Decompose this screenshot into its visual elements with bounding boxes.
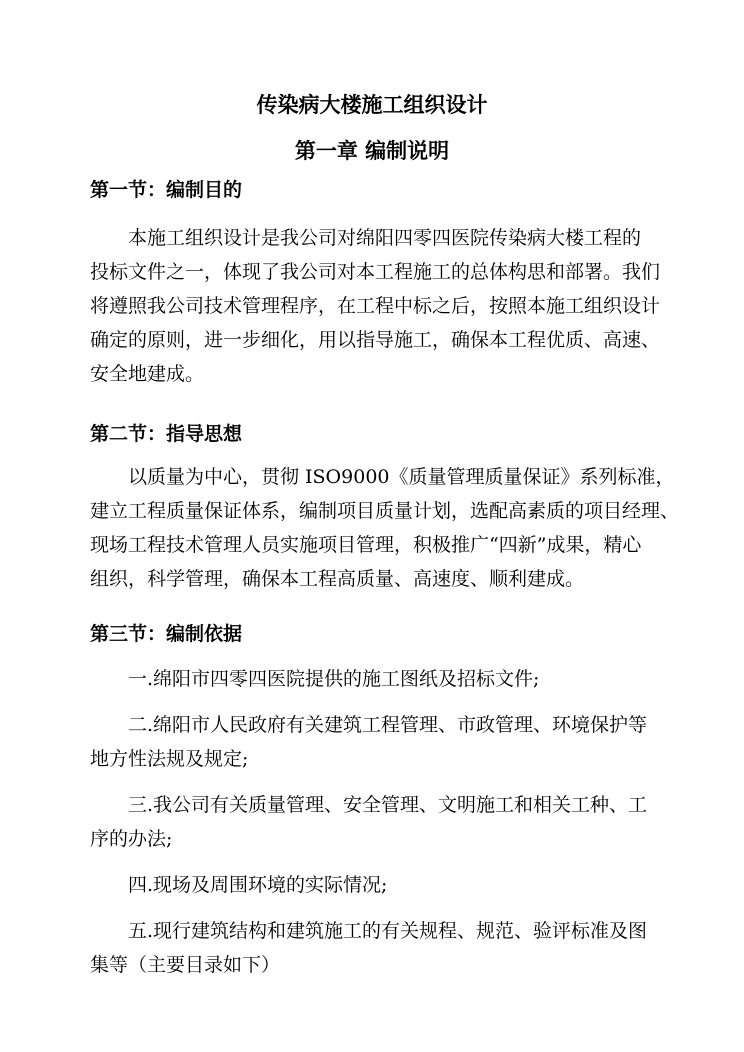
paragraph-guiding-idea (90, 460, 680, 596)
text-line: 五.现行建筑结构和建筑施工的有关规程、规范、验评标准及图 (128, 920, 648, 942)
text-line: 现场工程技术管理人员实施项目管理，积极推广“四新”成果，精心 (90, 534, 642, 556)
text-line: 地方性法规及规定; (90, 748, 249, 770)
section-heading-purpose: 第一节：编制目的 (90, 179, 243, 201)
section-heading-guiding-idea: 第二节：指导思想 (90, 423, 243, 445)
text-line: 三.我公司有关质量管理、安全管理、文明施工和相关工种、工 (128, 794, 648, 816)
paragraph-purpose (90, 221, 674, 391)
text-line: 四.现场及周围环境的实际情况; (128, 874, 388, 896)
text-line: 确定的原则，进一步细化，用以指导施工，确保本工程优质、高速、 (90, 329, 661, 351)
text-line: 投标文件之一，体现了我公司对本工程施工的总体构思和部署。我们 (90, 261, 661, 283)
text-line: 组织，科学管理，确保本工程高质量、高速度、顺利建成。 (90, 568, 585, 590)
list-item-basis-3 (90, 788, 674, 856)
text-line: 集等（主要目录如下） (90, 954, 281, 976)
text-line: 二.绵阳市人民政府有关建筑工程管理、市政管理、环境保护等 (128, 714, 648, 736)
text-line: 以质量为中心，贯彻 ISO9000《质量管理质量保证》系列标准， (128, 466, 675, 488)
text-line: 安全地建成。 (90, 363, 205, 385)
section-heading-basis: 第三节：编制依据 (90, 623, 243, 645)
list-item-basis-4 (90, 868, 674, 902)
text-line: 建立工程质量保证体系，编制项目质量计划，选配高素质的项目经理、 (90, 500, 680, 522)
list-item-basis-2 (90, 708, 674, 776)
list-item-basis-5 (90, 914, 674, 982)
text-line: 本施工组织设计是我公司对绵阳四零四医院传染病大楼工程的 (128, 227, 642, 249)
text-line: 将遵照我公司技术管理程序，在工程中标之后，按照本施工组织设计 (90, 295, 661, 317)
text-line: 序的办法; (90, 828, 173, 850)
text-line: 一.绵阳市四零四医院提供的施工图纸及招标文件; (128, 668, 540, 690)
list-item-basis-1 (90, 662, 674, 696)
chapter-title: 第一章 编制说明 (294, 139, 450, 163)
document-title: 传染病大楼施工组织设计 (256, 93, 488, 117)
